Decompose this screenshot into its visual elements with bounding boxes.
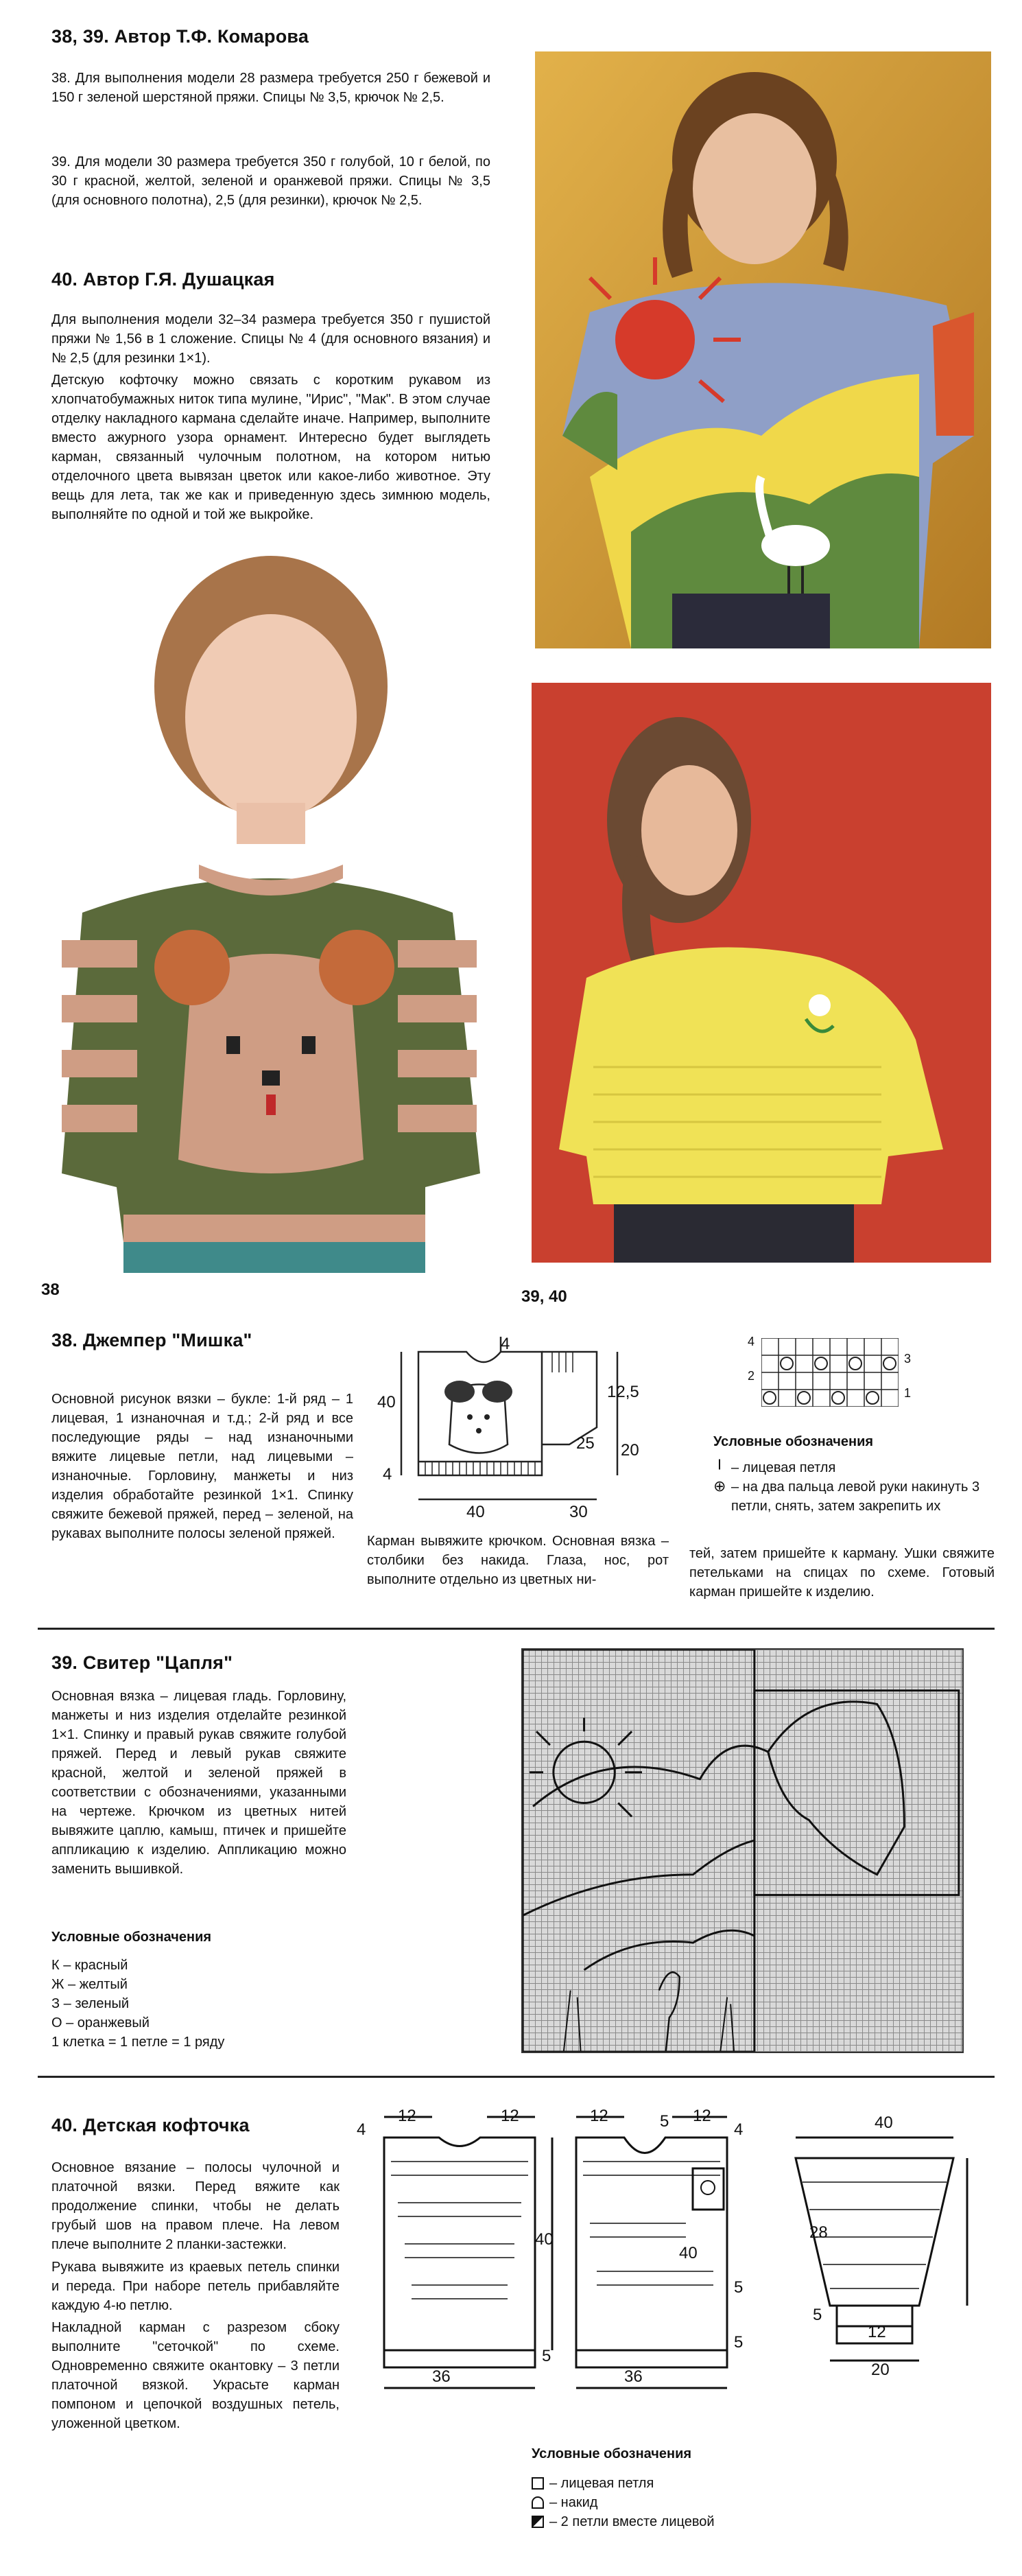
legend-39-red: К – красный: [51, 1958, 128, 1973]
dim-40-sleeve-cuff: 5: [813, 2306, 822, 2324]
dim-40-4-left: 4: [357, 2120, 366, 2139]
heading-38-39: 38, 39. Автор Т.Ф. Комарова: [51, 26, 309, 47]
knit-stitch-icon: |: [717, 1458, 722, 1470]
dim-40-neck-5: 5: [660, 2112, 669, 2131]
dim-40-rib-5a: 5: [542, 2347, 551, 2365]
chart-row-2: 2: [748, 1369, 755, 1383]
chart-row-1: 1: [904, 1386, 912, 1400]
dim-38-top: 4: [501, 1335, 510, 1353]
circled-plus-icon: ⊕: [713, 1477, 726, 1495]
dim-40-rib-5b: 5: [734, 2333, 744, 2352]
dim-40-sleeve-top: 40: [875, 2114, 893, 2132]
k2tog-icon: [532, 2516, 544, 2528]
legend-38-title: Условные обозначения: [713, 1434, 874, 1449]
dim-40-sleeve-rib: 20: [871, 2361, 890, 2379]
model-38-pocket-text-cont: тей, затем пришейте к карману. Ушки свяжите петельками на спицах по схеме. Готовый карман пришейте к изделию.: [689, 1546, 995, 1600]
photo-bear-sweater: [41, 556, 487, 1273]
caption-39-40: 39, 40: [521, 1287, 567, 1306]
dim-40-back-shoulder-l: 12: [398, 2107, 416, 2125]
photo-yellow-sweater: [532, 683, 991, 1263]
dim-38-rib: 4: [383, 1465, 392, 1484]
legend-39: [51, 1956, 224, 2052]
knit-chart-38: [761, 1338, 899, 1407]
empty-square-icon: [532, 2477, 544, 2490]
divider-1: [38, 1628, 995, 1630]
model-38-body: Основной рисунок вязки – букле: 1-й ряд – 1 лицевая, 1 изнаночная и т.д.; 2-й ряд и все последующие ряды – над изнаночными вяжите лицевые петли, над лицевыми – изнаночные. Горловину, манжеты и низ изделия обработайте резинкой 1×1. Спинку свяжите бежевой пряжей, перед – зеленой, на рукавах выполните полосы зеленой пряжей.: [51, 1392, 353, 1541]
legend-39-yellow: Ж – желтый: [51, 1977, 128, 1992]
legend-40: [532, 2474, 806, 2531]
dim-40-back-shoulder-r: 12: [501, 2107, 519, 2125]
dim-38-width: 40: [466, 1503, 485, 1521]
model-39-body: Основная вязка – лицевая гладь. Горловину, манжеты и низ изделия отделайте резинкой 1×1. Спинку и правый рукав свяжите голубой пряжей. Перед и левый рукав свяжите красной, желтой и зеленой пряжей в соответствии с обозначениями, указанными на чертеже. Крючком из цветных нитей вывяжите цаплю, камыш, птичек и пришейте аппликацию к изделию. Аппликацию можно заменить вышивкой.: [51, 1689, 346, 1877]
legend-38-item-knit: | – лицевая петля: [713, 1458, 1001, 1477]
yarn-over-icon: [532, 2496, 544, 2509]
dim-40-front-shoulder-r: 12: [693, 2107, 711, 2125]
dim-40-front-width: 36: [624, 2367, 643, 2386]
dim-40-front-shoulder-l: 12: [590, 2107, 608, 2125]
heading-model-38: 38. Джемпер "Мишка": [51, 1330, 252, 1350]
model-40-body-1: Основное вязание – полосы чулочной и платочной вязки. Перед вяжите как продолжение спинки, чтобы не делать грубый шов на правом плече. На левом плече выполните 2 планки-застежки.: [51, 2160, 340, 2252]
legend-40-title: Условные обозначения: [532, 2446, 692, 2461]
dim-40-sleeve-length: 28: [809, 2223, 828, 2242]
dim-38-125: 12,5: [607, 1383, 639, 1401]
legend-40-item-yarnover: – накид: [532, 2493, 806, 2512]
dim-40-back-height: 40: [535, 2230, 554, 2249]
dim-40-front-height: 40: [679, 2244, 698, 2262]
model-40-body-3: Накладной карман с разрезом сбоку выполните "сеточкой" по схеме. Одновременно свяжите окантовку – 3 петли платочной вязкой. Украсьте карман помпоном и цепочкой воздушных петель, уложенной цветком.: [51, 2320, 340, 2431]
model-40-body-2: Рукава вывяжите из краевых петель спинки и переда. При наборе петель прибавляйте каждую 4-ю петлю.: [51, 2260, 340, 2313]
chart-row-4: 4: [748, 1335, 755, 1348]
dim-40-back-width: 36: [432, 2367, 451, 2386]
legend-39-scale: 1 клетка = 1 петле = 1 ряду: [51, 2035, 225, 2050]
legend-39-orange: О – оранжевый: [51, 2015, 150, 2030]
paragraph-40-materials: Для выполнения модели 32–34 размера требуется 350 г пушистой пряжи № 1,56 в 1 сложение. Спицы № 4 (для основного вязания) и № 2,5 (для резинки 1×1).: [51, 312, 490, 366]
diagram-40-pattern: [357, 2107, 995, 2402]
dim-40-rib-5c: 5: [734, 2278, 744, 2297]
chart-row-3: 3: [904, 1352, 912, 1366]
legend-40-item-k2tog: – 2 петли вместе лицевой: [532, 2512, 806, 2531]
diagram-38-pattern: [364, 1331, 693, 1530]
dim-38-sleeve-width: 30: [569, 1503, 588, 1521]
legend-38-item-loop: ⊕ – на два пальца левой руки накинуть 3 петли, снять, затем закрепить их: [713, 1477, 1001, 1516]
legend-39-title: Условные обозначения: [51, 1930, 212, 1945]
heading-model-39: 39. Свитер "Цапля": [51, 1652, 233, 1673]
dim-38-height: 40: [377, 1393, 396, 1412]
caption-38: 38: [41, 1280, 60, 1299]
chart-grid-39: [521, 1648, 964, 2053]
dim-40-4-right: 4: [734, 2120, 744, 2139]
photo-heron-sweater: [535, 51, 991, 648]
heading-40: 40. Автор Г.Я. Душацкая: [51, 269, 275, 290]
dim-38-25: 25: [576, 1434, 595, 1453]
legend-40-item-knit: – лицевая петля: [532, 2474, 806, 2493]
divider-2: [38, 2076, 995, 2078]
paragraph-38: 38. Для выполнения модели 28 размера требуется 250 г бежевой и 150 г зеленой шерстяной пряжи. Спицы № 3,5, крючок № 2,5.: [51, 71, 490, 105]
heading-model-40: 40. Детская кофточка: [51, 2115, 250, 2135]
dim-38-20: 20: [621, 1441, 639, 1460]
model-38-pocket-text: Карман вывяжите крючком. Основная вязка – столбики без накида. Глаза, нос, рот выполните отдельно из цветных ни-: [367, 1534, 669, 1587]
legend-39-green: З – зеленый: [51, 1996, 130, 2011]
dim-40-sleeve-bottom: 12: [868, 2323, 886, 2341]
legend-38: [713, 1458, 1001, 1516]
paragraph-40-notes: Детскую кофточку можно связать с коротким рукавом из хлопчатобумажных ниток типа мулине, "Ирис", "Мак". В этом случае отделку накладного кармана сделайте иначе. Например, выполните вместо ажурного узора орнамент. Интересно будет выглядеть карман, связанный чулочным полотном, на котором нитью отделочного цвета вывязан цветок или какое-либо животное. Эту вещь для лета, так же как и приведенную здесь зимнюю модель, выполняйте по одной и той же выкройке.: [51, 373, 490, 522]
paragraph-39: 39. Для модели 30 размера требуется 350 г голубой, 10 г белой, по 30 г красной, желтой, зеленой и оранжевой пряжи. Спицы № 3,5 (для основного полотна), 2,5 (для резинки), крючок № 2,5.: [51, 154, 490, 208]
